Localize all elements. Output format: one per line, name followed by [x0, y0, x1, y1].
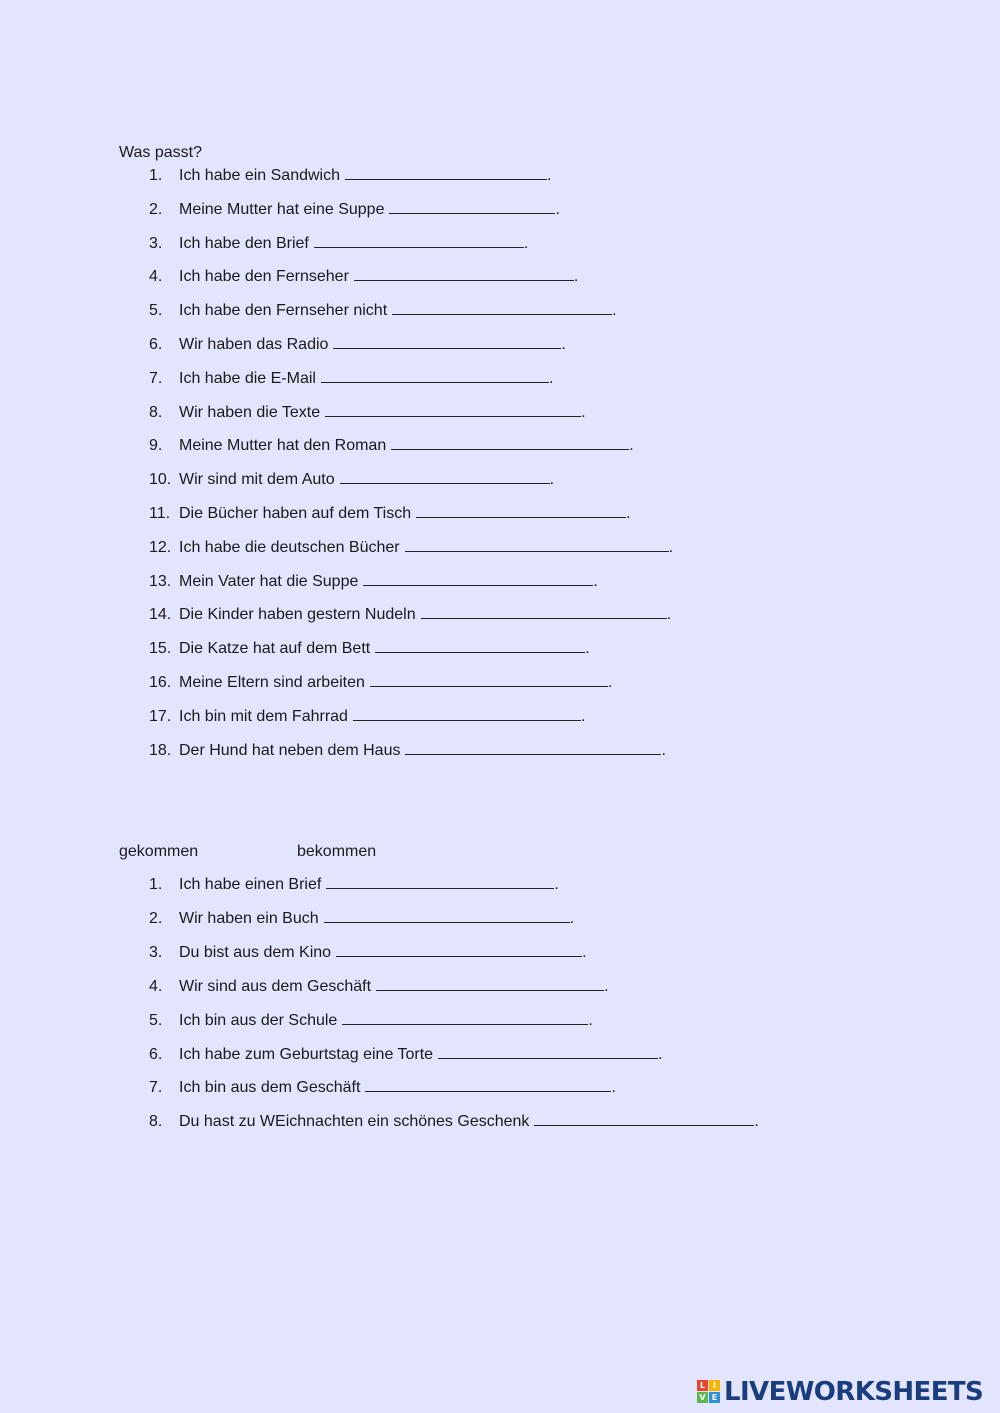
item-sentence: [179, 571, 598, 593]
badge-letter: I: [709, 1380, 720, 1391]
answer-blank[interactable]: [391, 435, 629, 450]
item-sentence: [179, 233, 528, 255]
answer-blank[interactable]: [376, 976, 604, 991]
sentence-period: .: [523, 234, 529, 252]
sentence-text: Ich habe ein Sandwich: [179, 167, 340, 184]
item-sentence: [179, 402, 586, 424]
answer-blank[interactable]: [438, 1044, 658, 1059]
answer-blank[interactable]: [389, 199, 555, 214]
item-number: 3.: [149, 943, 163, 961]
item-sentence: [179, 165, 551, 187]
answer-blank[interactable]: [340, 469, 550, 484]
sentence-text: Ich habe die deutschen Bücher: [179, 538, 400, 556]
item-sentence: [179, 503, 631, 525]
sentence-period: .: [582, 943, 587, 961]
sentence-period: .: [569, 909, 575, 927]
item-sentence: [179, 300, 617, 322]
sentence-period: .: [581, 403, 586, 421]
sentence-text: Ich habe zum Geburtstag eine Torte: [179, 1045, 434, 1063]
sentence-text: Du hast zu WEichnachten ein schönes Geschenk: [179, 1113, 530, 1131]
item-number: 6.: [149, 336, 163, 353]
answer-blank[interactable]: [354, 266, 574, 281]
item-number: 11.: [149, 505, 171, 522]
answer-blank[interactable]: [326, 874, 554, 889]
badge-letter: L: [697, 1380, 708, 1391]
answer-blank[interactable]: [416, 503, 626, 518]
item-number: 7.: [149, 369, 163, 387]
item-number: 1.: [149, 876, 163, 893]
sentence-text: Ich habe die E-Mail: [179, 369, 316, 387]
item-number: 1.: [149, 167, 163, 184]
sentence-text: Wir haben das Radio: [179, 336, 329, 353]
word-bank-word: bekommen: [297, 843, 377, 860]
sentence-text: Der Hund hat neben dem Haus: [179, 741, 401, 759]
item-number: 15.: [149, 640, 172, 658]
sentence-text: Meine Mutter hat eine Suppe: [179, 200, 385, 218]
item-sentence: [179, 1044, 663, 1066]
item-number: 2.: [149, 200, 163, 218]
sentence-period: .: [754, 1113, 759, 1131]
item-number: 8.: [149, 403, 163, 421]
item-number: 8.: [149, 1113, 163, 1131]
answer-blank[interactable]: [421, 604, 667, 619]
answer-blank[interactable]: [324, 908, 570, 923]
answer-blank[interactable]: [363, 571, 593, 586]
sentence-text: Die Kinder haben gestern Nudeln: [179, 606, 416, 624]
sentence-period: .: [661, 741, 666, 759]
sentence-period: .: [548, 369, 554, 387]
item-sentence: [179, 1111, 759, 1133]
answer-blank[interactable]: [375, 638, 585, 653]
item-sentence: [179, 1010, 593, 1032]
word-bank-word: gekommen: [119, 843, 199, 860]
item-number: 5.: [149, 1011, 163, 1029]
item-number: 3.: [149, 234, 163, 252]
sentence-period: .: [549, 471, 555, 489]
item-sentence: [179, 1077, 616, 1099]
sentence-text: Die Katze hat auf dem Bett: [179, 640, 371, 658]
item-number: 6.: [149, 1045, 163, 1063]
answer-blank[interactable]: [353, 706, 581, 721]
sentence-text: Ich habe einen Brief: [179, 876, 322, 893]
sentence-period: .: [611, 1079, 616, 1097]
item-number: 16.: [149, 674, 172, 691]
answer-blank[interactable]: [345, 165, 547, 180]
sentence-text: Wir haben ein Buch: [179, 909, 319, 927]
liveworksheets-logo: [697, 1375, 993, 1409]
sentence-period: .: [607, 674, 613, 691]
answer-blank[interactable]: [314, 233, 524, 248]
sentence-text: Ich habe den Fernseher: [179, 268, 349, 286]
answer-blank[interactable]: [370, 672, 608, 687]
item-sentence: [179, 672, 612, 694]
sentence-text: Meine Mutter hat den Roman: [179, 437, 387, 455]
answer-blank[interactable]: [333, 334, 561, 349]
sentence-period: .: [588, 1011, 593, 1029]
sentence-text: Ich habe den Brief: [179, 234, 309, 252]
sentence-period: .: [612, 302, 617, 320]
sentence-period: .: [580, 707, 586, 725]
item-sentence: [179, 874, 559, 896]
answer-blank[interactable]: [534, 1111, 754, 1126]
answer-blank[interactable]: [392, 300, 612, 315]
sentence-period: .: [585, 640, 590, 658]
answer-blank[interactable]: [405, 537, 669, 552]
item-number: 7.: [149, 1079, 163, 1097]
sentence-period: .: [561, 336, 566, 353]
sentence-text: Wir sind aus dem Geschäft: [179, 977, 372, 995]
item-sentence: [179, 199, 560, 221]
sentence-text: Die Bücher haben auf dem Tisch: [179, 505, 412, 522]
sentence-period: .: [666, 606, 672, 624]
item-sentence: [179, 908, 574, 930]
answer-blank[interactable]: [336, 942, 582, 957]
answer-blank[interactable]: [342, 1010, 588, 1025]
item-sentence: [179, 976, 609, 998]
item-sentence: [179, 435, 634, 457]
section1-title: Was passt?: [119, 144, 202, 161]
item-sentence: [179, 537, 673, 559]
logo-text: LIVEWORKSHEETS: [724, 1377, 984, 1407]
item-sentence: [179, 368, 553, 390]
answer-blank[interactable]: [325, 402, 581, 417]
item-sentence: [179, 469, 554, 491]
item-number: 4.: [149, 268, 163, 286]
sentence-period: .: [573, 268, 579, 286]
item-number: 2.: [149, 909, 163, 927]
sentence-period: .: [604, 977, 609, 995]
item-sentence: [179, 604, 671, 626]
item-number: 13.: [149, 572, 172, 590]
sentence-period: .: [668, 538, 674, 556]
item-number: 4.: [149, 977, 163, 995]
item-number: 17.: [149, 707, 172, 725]
sentence-period: .: [554, 876, 559, 893]
sentence-text: Ich habe den Fernseher nicht: [179, 302, 388, 320]
item-number: 5.: [149, 302, 163, 320]
sentence-text: Ich bin mit dem Fahrrad: [179, 707, 348, 725]
answer-blank[interactable]: [321, 368, 549, 383]
item-sentence: [179, 942, 587, 964]
sentence-period: .: [658, 1045, 663, 1063]
sentence-period: .: [626, 505, 631, 522]
answer-blank[interactable]: [365, 1077, 611, 1092]
sentence-period: .: [629, 437, 634, 455]
answer-blank[interactable]: [405, 740, 661, 755]
sentence-text: Meine Eltern sind arbeiten: [179, 674, 365, 691]
item-sentence: [179, 638, 590, 660]
item-sentence: [179, 740, 666, 762]
item-sentence: [179, 334, 566, 356]
sentence-text: Wir sind mit dem Auto: [179, 471, 335, 489]
item-number: 18.: [149, 741, 172, 759]
sentence-text: Ich bin aus dem Geschäft: [179, 1079, 361, 1097]
sentence-text: Ich bin aus der Schule: [179, 1011, 338, 1029]
badge-letter: V: [697, 1392, 708, 1403]
sentence-text: Mein Vater hat die Suppe: [179, 572, 359, 590]
live-badge-icon: [697, 1380, 721, 1404]
badge-letter: E: [709, 1392, 720, 1403]
sentence-period: .: [593, 572, 598, 590]
sentence-period: .: [547, 167, 552, 184]
sentence-text: Du bist aus dem Kino: [179, 943, 332, 961]
item-sentence: [179, 706, 585, 728]
sentence-text: Wir haben die Texte: [179, 403, 321, 421]
sentence-period: .: [555, 200, 560, 218]
item-sentence: [179, 266, 578, 288]
word-bank: [119, 842, 377, 862]
item-number: 12.: [149, 538, 172, 556]
item-number: 14.: [149, 606, 172, 624]
item-number: 9.: [149, 437, 163, 455]
item-number: 10.: [149, 471, 172, 489]
